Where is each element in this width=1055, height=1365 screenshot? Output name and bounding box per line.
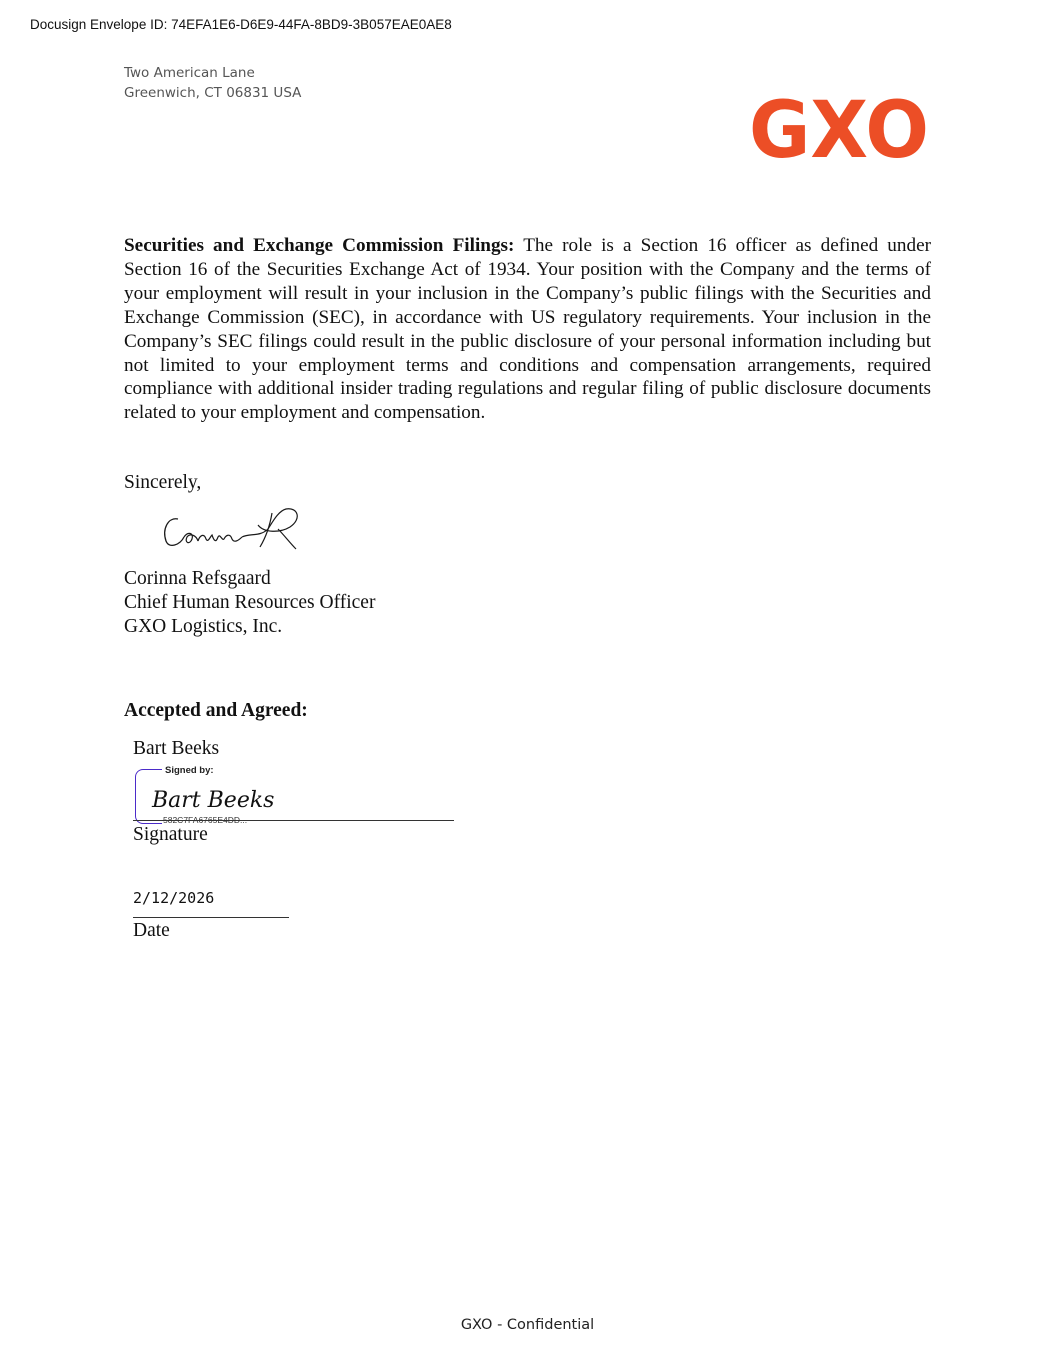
envelope-id: Docusign Envelope ID: 74EFA1E6-D6E9-44FA-8BD9-3B057EAE0AE8 — [30, 17, 452, 32]
date-line — [133, 917, 289, 918]
signature-label: Signature — [133, 824, 208, 845]
confidential-footer: GXO - Confidential — [460, 1317, 595, 1333]
signed-date: 2/12/2026 — [133, 889, 215, 907]
signer-block — [124, 567, 375, 639]
address-line-1: Two American Lane — [124, 65, 255, 81]
accepted-heading: Accepted and Agreed: — [124, 700, 308, 721]
employee-name: Bart Beeks — [133, 738, 220, 759]
docusign-signed-by-label: Signed by: — [165, 765, 214, 776]
sec-filings-heading: Securities and Exchange Commission Filings: — [124, 235, 515, 256]
signer-name: Corinna Refsgaard — [124, 568, 271, 589]
company-address — [124, 63, 301, 103]
docusign-signature — [150, 784, 275, 814]
gxo-logo — [748, 86, 930, 176]
handwritten-signature-corinna — [160, 503, 305, 553]
docusign-id: 582C7FA6765E4DD... — [163, 815, 248, 825]
closing: Sincerely, — [124, 472, 202, 493]
signature-line — [133, 820, 454, 821]
signer-title: Chief Human Resources Officer — [124, 592, 376, 613]
address-line-2: Greenwich, CT 06831 USA — [124, 85, 302, 101]
sec-filings-paragraph — [124, 234, 931, 425]
date-label: Date — [133, 920, 170, 941]
signer-company: GXO Logistics, Inc. — [124, 616, 283, 637]
docusign-signature-text: Bart Beeks — [152, 788, 275, 813]
logo-text: GXO — [749, 86, 929, 176]
sec-filings-text: The role is a Section 16 officer as defined under Section 16 of the Securities Exchange Act of 1934. Your position with the Company and the terms of your employment will result in your inclusion in the Company’s public filings with the Securities and Exchange Commission (SEC), in accordance with US regulatory requirements. Your inclusion in the Company’s SEC filings could result in the public disclosure of your personal information including but not limited to your employment terms and conditions and compensation arrangements, required compliance with additional insider trading regulations and regular filing of public disclosure documents related to your employment and compensation. — [124, 235, 931, 424]
